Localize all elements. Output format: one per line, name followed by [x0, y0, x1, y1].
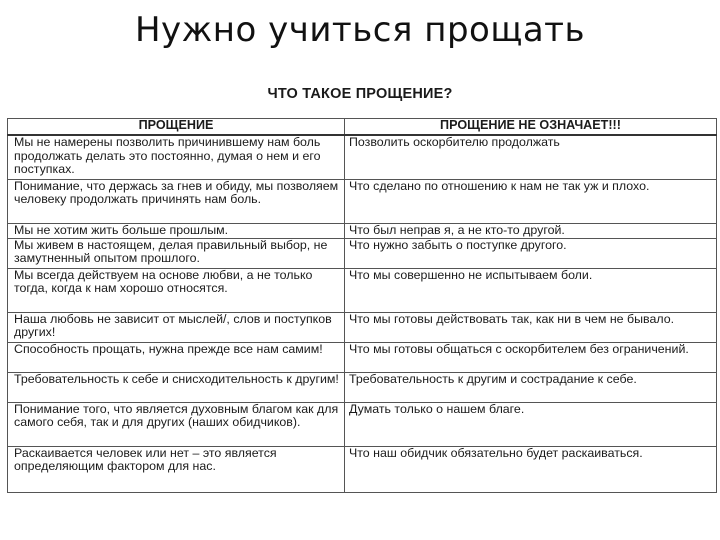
- table-cell-forgiveness: Мы не намерены позволить причинившему нам боль продолжать делать это постоянно, думая о нем и его поступках.: [8, 135, 345, 179]
- table-cell-forgiveness: Требовательность к себе и снисходительность к другим!: [8, 372, 345, 402]
- table-cell-forgiveness: Понимание того, что является духовным благом как для самого себя, так и для других (наших обидчиков).: [8, 402, 345, 446]
- table-row: [8, 312, 717, 342]
- table-cell-not-forgiveness: Что сделано по отношению к нам не так уж и плохо.: [345, 179, 717, 223]
- table-cell-not-forgiveness: Что мы совершенно не испытываем боли.: [345, 268, 717, 312]
- slide-title: Нужно учиться прощать: [134, 10, 586, 50]
- table-row: [8, 446, 717, 492]
- table-row: [8, 268, 717, 312]
- table-cell-forgiveness: Наша любовь не зависит от мыслей/, слов и поступков других!: [8, 312, 345, 342]
- table-cell-forgiveness: Способность прощать, нужна прежде все нам самим!: [8, 342, 345, 372]
- table-cell-not-forgiveness: Требовательность к другим и сострадание к себе.: [345, 372, 717, 402]
- table-cell-not-forgiveness: Думать только о нашем благе.: [345, 402, 717, 446]
- table-cell-forgiveness: Мы живем в настоящем, делая правильный выбор, не замутненный опытом прошлого.: [8, 238, 345, 268]
- table-row: [8, 179, 717, 223]
- table-cell-not-forgiveness: Что наш обидчик обязательно будет раскаиваться.: [345, 446, 717, 492]
- table-row: [8, 238, 717, 268]
- table-header-row: [8, 119, 717, 136]
- table-cell-forgiveness: Мы не хотим жить больше прошлым.: [8, 223, 345, 238]
- table-cell-forgiveness: Раскаивается человек или нет – это является определяющим фактором для нас.: [8, 446, 345, 492]
- table-row: [8, 402, 717, 446]
- table-row: [8, 342, 717, 372]
- table-row: [8, 135, 717, 179]
- table-cell-not-forgiveness: Что нужно забыть о поступке другого.: [345, 238, 717, 268]
- column-header-not-forgiveness: ПРОЩЕНИЕ НЕ ОЗНАЧАЕТ!!!: [345, 119, 717, 136]
- table-cell-not-forgiveness: Позволить оскорбителю продолжать: [345, 135, 717, 179]
- table-cell-not-forgiveness: Что мы готовы действовать так, как ни в чем не бывало.: [345, 312, 717, 342]
- table-cell-not-forgiveness: Что был неправ я, а не кто-то другой.: [345, 223, 717, 238]
- table-row: [8, 372, 717, 402]
- document-title: ЧТО ТАКОЕ ПРОЩЕНИЕ?: [267, 86, 453, 102]
- table-row: [8, 223, 717, 238]
- table-cell-forgiveness: Понимание, что держась за гнев и обиду, мы позволяем человеку продолжать причинять нам боль.: [8, 179, 345, 223]
- forgiveness-table: [7, 118, 717, 493]
- table-cell-forgiveness: Мы всегда действуем на основе любви, а не только тогда, когда к нам хорошо относятся.: [8, 268, 345, 312]
- table-cell-not-forgiveness: Что мы готовы общаться с оскорбителем без ограничений.: [345, 342, 717, 372]
- column-header-forgiveness: ПРОЩЕНИЕ: [8, 119, 345, 136]
